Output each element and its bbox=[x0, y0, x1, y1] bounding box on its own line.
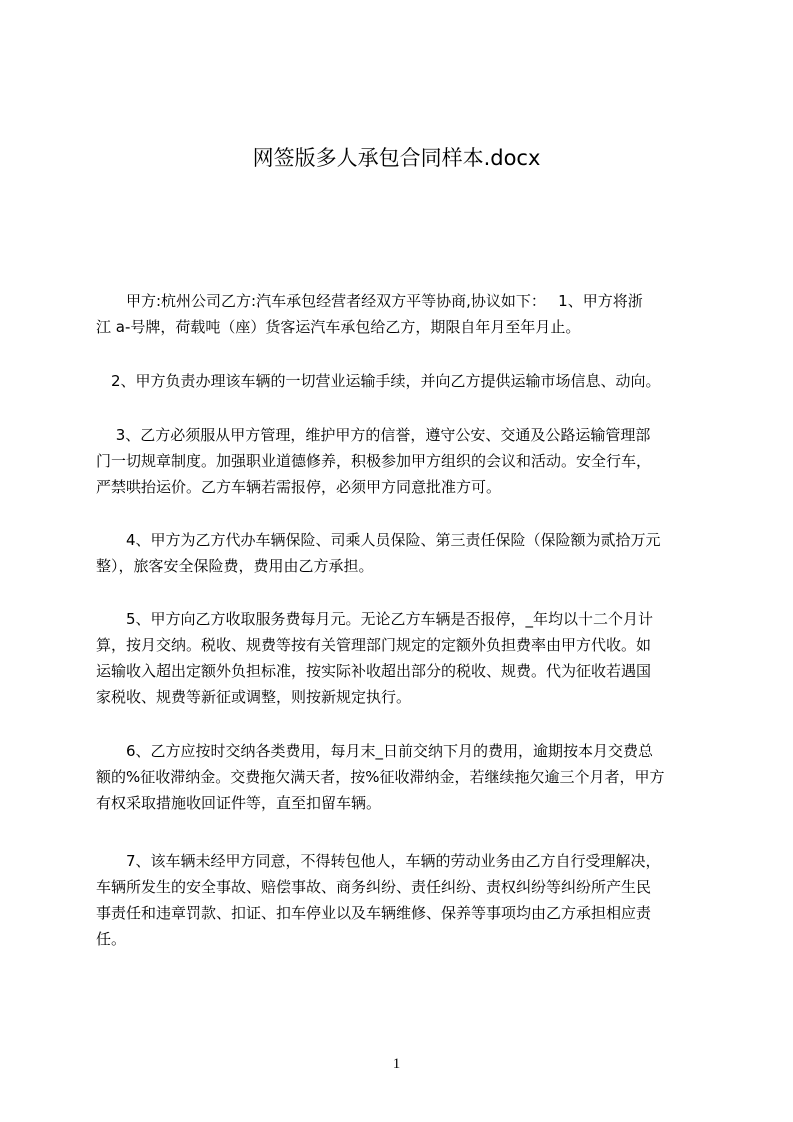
paragraph-5 bbox=[96, 606, 736, 710]
paragraph-line: 事责任和违章罚款、扣证、扣车停业以及车辆维修、保养等事项均由乙方承担相应责 bbox=[96, 904, 652, 922]
paragraph-4 bbox=[96, 527, 736, 579]
paragraph-7 bbox=[96, 848, 736, 952]
paragraph-line: 额的%征收滞纳金。交费拖欠满天者，按%征收滞纳金，若继续拖欠逾三个月者，甲方 bbox=[96, 768, 665, 786]
paragraph-2 bbox=[96, 368, 736, 394]
paragraph-3 bbox=[96, 422, 736, 500]
paragraph-line: 严禁哄抬运价。乙方车辆若需报停，必须甲方同意批准方可。 bbox=[96, 478, 502, 496]
paragraph-1 bbox=[96, 288, 736, 340]
paragraph-line: 任。 bbox=[96, 930, 127, 948]
paragraph-line: 算，按月交纳。税收、规费等按有关管理部门规定的定额外负担费率由甲方代收。如 bbox=[96, 636, 652, 654]
paragraph-line: 门一切规章制度。加强职业道德修养，积极参加甲方组织的会议和活动。安全行车， bbox=[96, 452, 652, 470]
document-title: 网签版多人承包合同样本.docx bbox=[252, 146, 541, 170]
page-number: 1 bbox=[392, 1056, 401, 1072]
paragraph-line: 3、乙方必须服从甲方管理，维护甲方的信誉，遵守公安、交通及公路运输管理部 bbox=[96, 426, 651, 444]
paragraph-line: 整），旅客安全保险费，费用由乙方承担。 bbox=[96, 557, 374, 575]
paragraph-line: 运输收入超出定额外负担标准，按实际补收超出部分的税收、规费。代为征收若遇国 bbox=[96, 662, 652, 680]
paragraph-line: 2、甲方负责办理该车辆的一切营业运输手续，并向乙方提供运输市场信息、动向。 bbox=[96, 372, 661, 390]
paragraph-line: 车辆所发生的安全事故、赔偿事故、商务纠纷、责任纠纷、责权纠纷等纠纷所产生民 bbox=[96, 878, 652, 896]
paragraph-line: 甲方:杭州公司乙方:汽车承包经营者经双方平等协商,协议如下： 1、甲方将浙 bbox=[96, 292, 643, 310]
paragraph-6 bbox=[96, 738, 736, 816]
paragraph-line: 江 a-号牌，荷载吨（座）货客运汽车承包给乙方，期限自年月至年月止。 bbox=[96, 318, 581, 336]
paragraph-line: 4、甲方为乙方代办车辆保险、司乘人员保险、第三责任保险（保险额为贰拾万元 bbox=[96, 531, 661, 549]
paragraph-line: 7、该车辆未经甲方同意，不得转包他人，车辆的劳动业务由乙方自行受理解决， bbox=[96, 852, 661, 870]
paragraph-line: 6、乙方应按时交纳各类费用，每月末_日前交纳下月的费用，逾期按本月交费总 bbox=[96, 742, 654, 760]
paragraph-line: 5、甲方向乙方收取服务费每月元。无论乙方车辆是否报停，_年均以十二个月计 bbox=[96, 610, 654, 628]
paragraph-line: 有权采取措施收回证件等，直至扣留车辆。 bbox=[96, 794, 382, 812]
paragraph-line: 家税收、规费等新征或调整，则按新规定执行。 bbox=[96, 688, 412, 706]
